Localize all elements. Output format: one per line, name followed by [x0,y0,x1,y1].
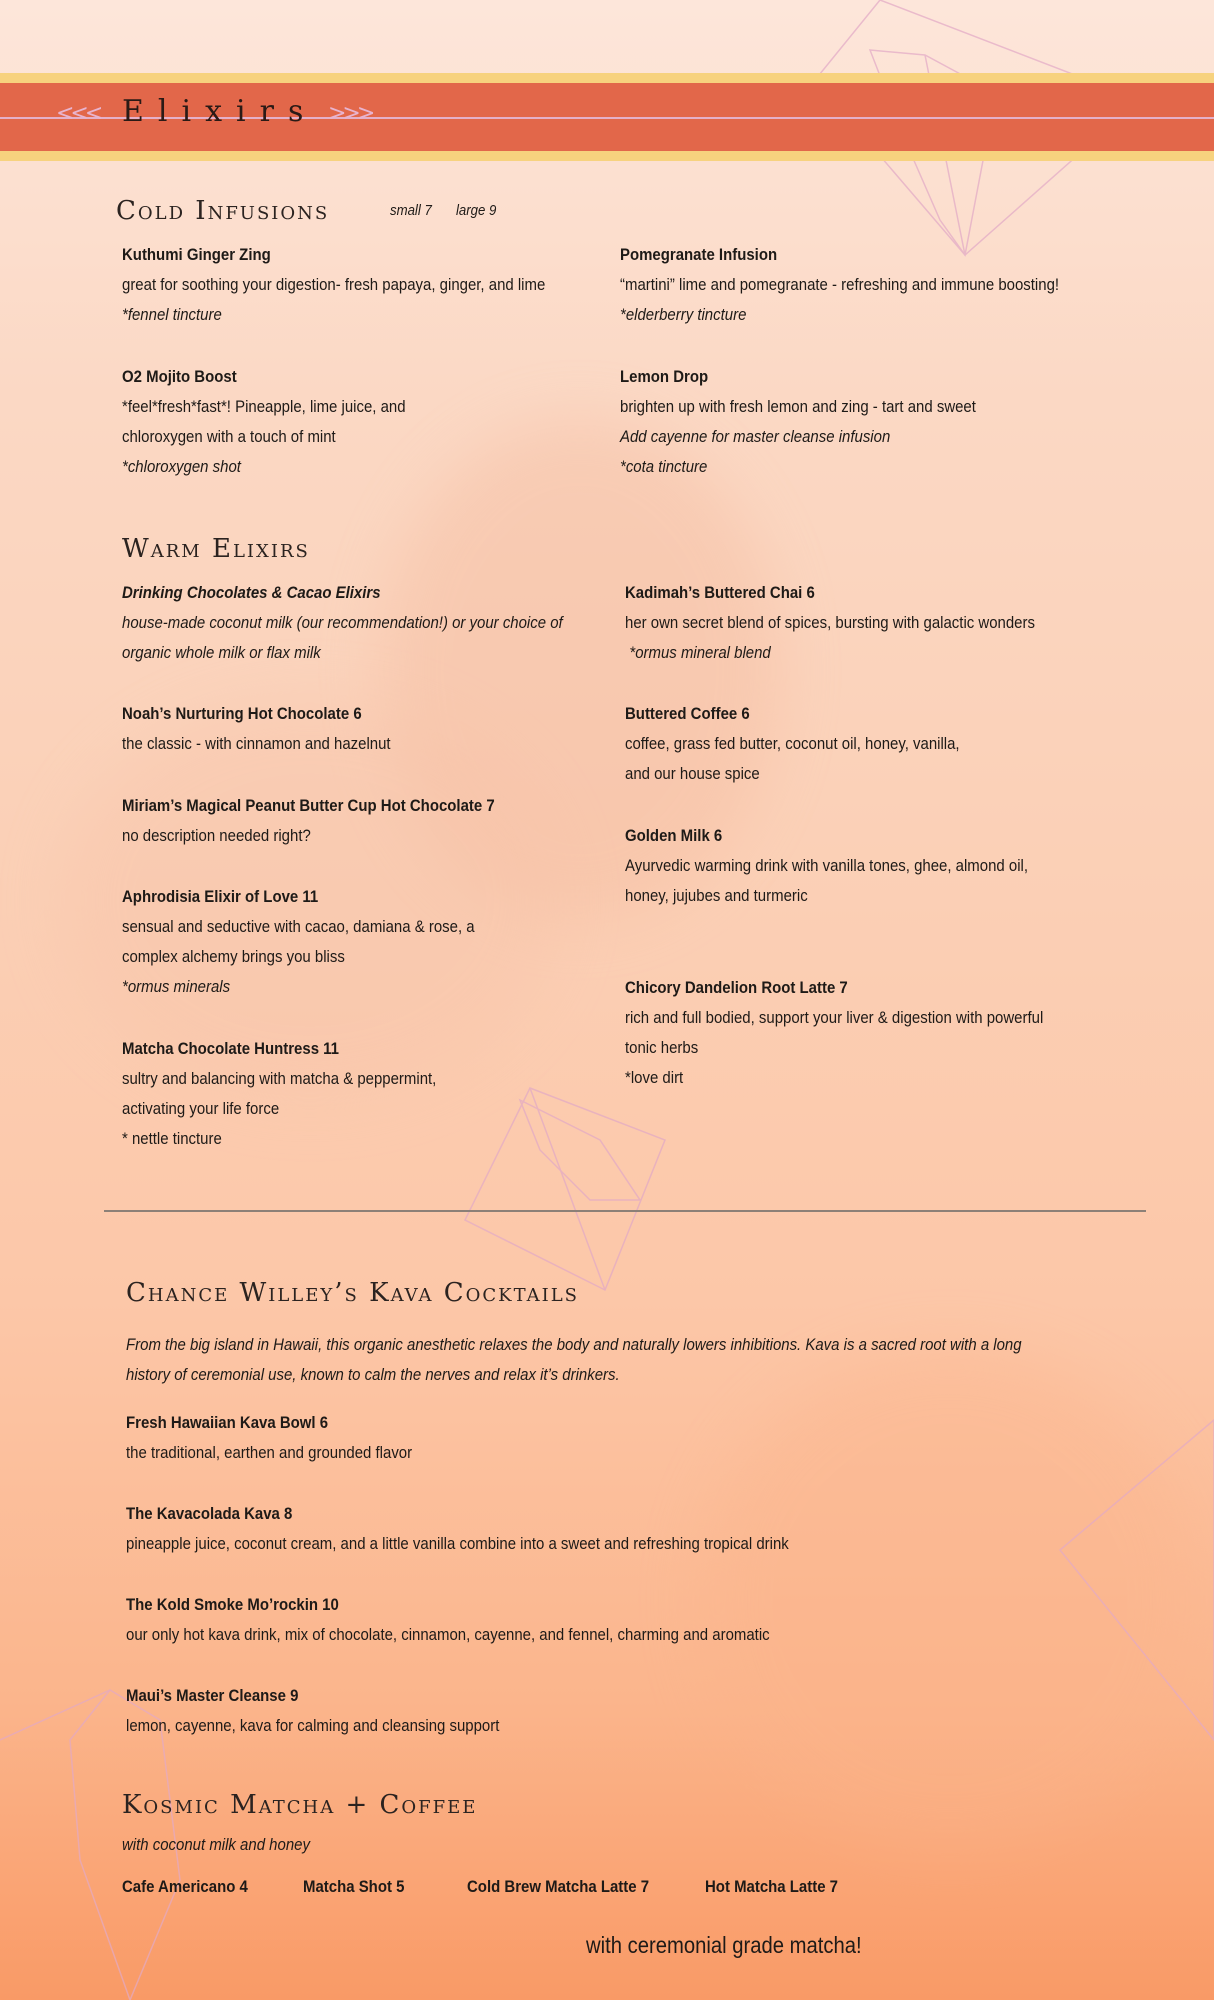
item-description: the traditional, earthen and grounded flavor [126,1443,413,1462]
item-name: Pomegranate Infusion [620,245,778,264]
chevron-left-icon: <<< [56,101,100,126]
menu-item-name: Cold Brew Matcha Latte 7 [467,1877,650,1896]
item-name: Kadimah’s Buttered Chai 6 [625,583,815,602]
menu-item [122,791,546,851]
item-italic-note: Add cayenne for master cleanse infusion [620,427,891,446]
item-description: lemon, cayenne, kava for calming and cleansing support [126,1716,500,1735]
item-description: her own secret blend of spices, bursting with galactic wonders [625,613,1035,632]
menu-item [126,1681,550,1741]
item-description: brighten up with fresh lemon and zing - tart and sweet [620,397,976,416]
kava-intro-line: From the big island in Hawaii, this organic anesthetic relaxes the body and naturally lowers inhibitions. Kava is a sacred root with a long [126,1335,1022,1354]
chevron-right-icon: >>> [328,101,372,126]
item-description: complex alchemy brings you bliss [122,947,345,966]
menu-item [620,240,1119,330]
matcha-subtitle: with coconut milk and honey [122,1835,310,1854]
size-large: large 9 [456,202,497,219]
item-note: *ormus minerals [122,977,231,996]
item-note: *chloroxygen shot [122,457,241,476]
banner-title: Elixirs [122,94,318,129]
item-description: *feel*fresh*fast*! Pineapple, lime juice, and [122,397,406,416]
item-description: sensual and seductive with cacao, damiana & rose, a [122,917,475,936]
menu-item [126,1408,451,1468]
item-name: Aphrodisia Elixir of Love 11 [122,887,319,906]
size-small: small 7 [390,202,432,219]
menu-intro [122,578,623,668]
item-description: our only hot kava drink, mix of chocolate, cinnamon, cayenne, and fennel, charming and aromatic [126,1625,770,1644]
menu-item [122,882,523,1002]
kava-intro [126,1330,1144,1390]
warm-elixirs-title: Warm Elixirs [122,534,310,564]
item-note: *fennel tincture [122,305,222,324]
kava-title: Chance Willey’s Kava Cocktails [126,1278,579,1308]
item-description: great for soothing your digestion- fresh papaya, ginger, and lime [122,275,546,294]
item-name: Lemon Drop [620,367,709,386]
matcha-title: Kosmic Matcha + Coffee [122,1790,478,1820]
menu-item [625,821,1083,911]
menu-item [620,362,1024,482]
cold-infusions-title: Cold Infusions [116,196,330,226]
item-description: Ayurvedic warming drink with vanilla tones, ghee, almond oil, [625,856,1029,875]
item-note: *elderberry tincture [620,305,747,324]
menu-item [122,240,603,330]
intro-description: organic whole milk or flax milk [122,643,321,662]
item-name: Chicory Dandelion Root Latte 7 [625,978,848,997]
item-name: Buttered Coffee 6 [625,704,750,723]
menu-item-name: Matcha Shot 5 [303,1877,405,1896]
item-description: “martini” lime and pomegranate - refreshing and immune boosting! [620,275,1060,294]
item-description: coffee, grass fed butter, coconut oil, honey, vanilla, [625,734,960,753]
item-name: The Kavacolada Kava 8 [126,1504,293,1523]
item-description: no description needed right? [122,826,311,845]
item-description: and our house spice [625,764,760,783]
item-name: The Kold Smoke Mo’rockin 10 [126,1595,339,1614]
item-name: Golden Milk 6 [625,826,723,845]
item-description: rich and full bodied, support your liver & digestion with powerful [625,1008,1044,1027]
item-description: chloroxygen with a touch of mint [122,427,336,446]
item-note: *cota tincture [620,457,708,476]
menu-item [122,699,427,759]
menu-item [126,1590,857,1650]
menu-item [126,1499,879,1559]
menu-item-name: Hot Matcha Latte 7 [705,1877,839,1896]
menu-item [625,973,1100,1093]
menu-item [625,578,1091,668]
menu-item-name: Cafe Americano 4 [122,1877,248,1896]
item-description: sultry and balancing with matcha & peppermint, [122,1069,437,1088]
menu-item [122,362,444,482]
item-description: pineapple juice, coconut cream, and a little vanilla combine into a sweet and refreshing tropical drink [126,1534,789,1553]
intro-name: Drinking Chocolates & Cacao Elixirs [122,583,381,602]
item-note: *ormus mineral blend [629,643,771,662]
item-description: activating your life force [122,1099,280,1118]
item-name: O2 Mojito Boost [122,367,237,386]
item-name: Noah’s Nurturing Hot Chocolate 6 [122,704,362,723]
item-note: * nettle tincture [122,1129,222,1148]
matcha-footer: with ceremonial grade matcha! [586,1932,862,1958]
kava-intro-line: history of ceremonial use, known to calm the nerves and relax it’s drinkers. [126,1365,620,1384]
menu-item [625,699,1005,789]
intro-description: house-made coconut milk (our recommendation!) or your choice of [122,613,563,632]
item-name: Miriam’s Magical Peanut Butter Cup Hot Chocolate 7 [122,796,495,815]
item-name: Maui’s Master Cleanse 9 [126,1686,299,1705]
item-description: the classic - with cinnamon and hazelnut [122,734,391,753]
item-name: Matcha Chocolate Huntress 11 [122,1039,339,1058]
item-note: *love dirt [625,1068,684,1087]
item-name: Kuthumi Ginger Zing [122,245,271,264]
menu-item [122,1034,479,1154]
item-name: Fresh Hawaiian Kava Bowl 6 [126,1413,329,1432]
section-divider [104,1210,1146,1212]
item-description: honey, jujubes and turmeric [625,886,808,905]
item-description: tonic herbs [625,1038,699,1057]
